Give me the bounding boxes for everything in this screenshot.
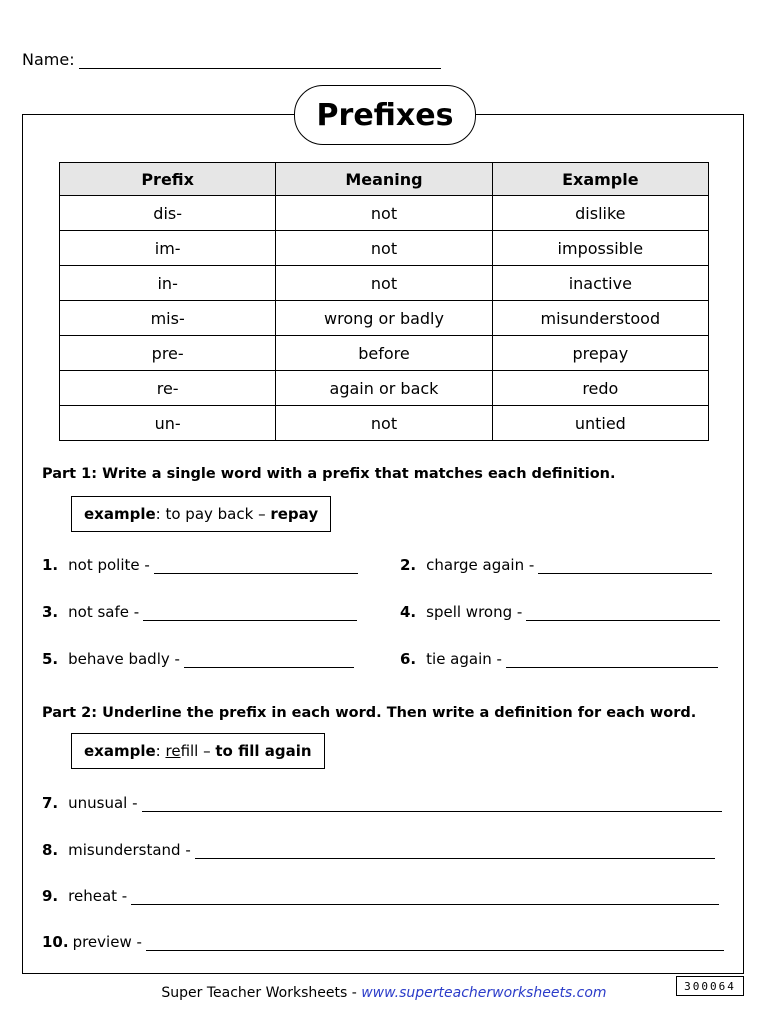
name-field — [22, 50, 441, 69]
answer-line[interactable] — [146, 936, 724, 951]
footer-site-link[interactable]: www.superteacherworksheets.com — [361, 985, 607, 1001]
table-cell: prepay — [492, 336, 708, 371]
table-cell: before — [276, 336, 492, 371]
question-9 — [42, 887, 719, 905]
question-text: misunderstand - — [68, 841, 191, 859]
question-number: 9. — [42, 887, 59, 905]
answer-line[interactable] — [154, 559, 358, 574]
table-cell: inactive — [492, 266, 708, 301]
question-7 — [42, 794, 722, 812]
example-colon: : — [155, 742, 166, 760]
question-5 — [42, 650, 354, 668]
question-text: preview - — [72, 933, 142, 951]
table-cell: mis- — [60, 301, 276, 336]
table-row — [60, 196, 709, 231]
example-label: example — [84, 505, 156, 523]
question-text: charge again - — [426, 556, 535, 574]
question-number: 10. — [42, 933, 69, 951]
example-label: example — [84, 742, 156, 760]
question-number: 6. — [400, 650, 417, 668]
example-rest: fill – — [180, 742, 216, 760]
table-cell: not — [276, 231, 492, 266]
table-cell: redo — [492, 371, 708, 406]
table-cell: in- — [60, 266, 276, 301]
part1-example-box — [71, 496, 331, 532]
table-cell: dis- — [60, 196, 276, 231]
question-text: not safe - — [68, 603, 140, 621]
answer-line[interactable] — [131, 890, 719, 905]
answer-line[interactable] — [143, 606, 357, 621]
table-cell: not — [276, 196, 492, 231]
table-cell: not — [276, 266, 492, 301]
question-1 — [42, 556, 358, 574]
question-number: 4. — [400, 603, 417, 621]
table-cell: misunderstood — [492, 301, 708, 336]
part1-heading: Part 1: Write a single word with a prefix that matches each definition. — [42, 466, 616, 482]
worksheet-code: 300064 — [676, 976, 744, 996]
example-text: : to pay back – — [155, 505, 271, 523]
prefix-table — [59, 162, 709, 441]
table-cell: dislike — [492, 196, 708, 231]
name-label: Name: — [22, 50, 75, 69]
part2-heading: Part 2: Underline the prefix in each word. Then write a definition for each word. — [42, 705, 697, 721]
answer-line[interactable] — [506, 653, 718, 668]
table-cell: impossible — [492, 231, 708, 266]
footer-brand: Super Teacher Worksheets - — [161, 985, 362, 1001]
question-text: reheat - — [68, 887, 128, 905]
question-6 — [400, 650, 718, 668]
table-cell: not — [276, 406, 492, 441]
table-row — [60, 406, 709, 441]
column-header: Example — [492, 163, 708, 196]
question-number: 1. — [42, 556, 59, 574]
table-cell: untied — [492, 406, 708, 441]
question-text: not polite - — [68, 556, 150, 574]
table-cell: im- — [60, 231, 276, 266]
question-text: tie again - — [426, 650, 502, 668]
table-row — [60, 301, 709, 336]
table-cell: wrong or badly — [276, 301, 492, 336]
table-row — [60, 231, 709, 266]
table-cell: re- — [60, 371, 276, 406]
question-8 — [42, 841, 715, 859]
table-cell: pre- — [60, 336, 276, 371]
question-number: 3. — [42, 603, 59, 621]
example-prefix: re — [165, 742, 181, 760]
question-number: 7. — [42, 794, 59, 812]
answer-line[interactable] — [526, 606, 720, 621]
table-row — [60, 266, 709, 301]
footer — [0, 985, 768, 1001]
answer-line[interactable] — [538, 559, 712, 574]
question-3 — [42, 603, 357, 621]
table-row — [60, 371, 709, 406]
answer-line[interactable] — [184, 653, 354, 668]
question-number: 8. — [42, 841, 59, 859]
column-header: Meaning — [276, 163, 492, 196]
name-line[interactable] — [79, 50, 441, 69]
table-cell: again or back — [276, 371, 492, 406]
question-4 — [400, 603, 720, 621]
answer-line[interactable] — [142, 797, 722, 812]
question-text: unusual - — [68, 794, 138, 812]
page-title: Prefixes — [294, 85, 476, 145]
question-text: spell wrong - — [426, 603, 523, 621]
question-10 — [42, 933, 724, 951]
table-cell: un- — [60, 406, 276, 441]
example-answer: to fill again — [215, 742, 312, 760]
table-row — [60, 336, 709, 371]
question-text: behave badly - — [68, 650, 180, 668]
part2-example-box — [71, 733, 325, 769]
question-2 — [400, 556, 712, 574]
question-number: 5. — [42, 650, 59, 668]
example-answer: repay — [270, 505, 319, 523]
table-header-row — [60, 163, 709, 196]
question-number: 2. — [400, 556, 417, 574]
column-header: Prefix — [60, 163, 276, 196]
answer-line[interactable] — [195, 844, 715, 859]
